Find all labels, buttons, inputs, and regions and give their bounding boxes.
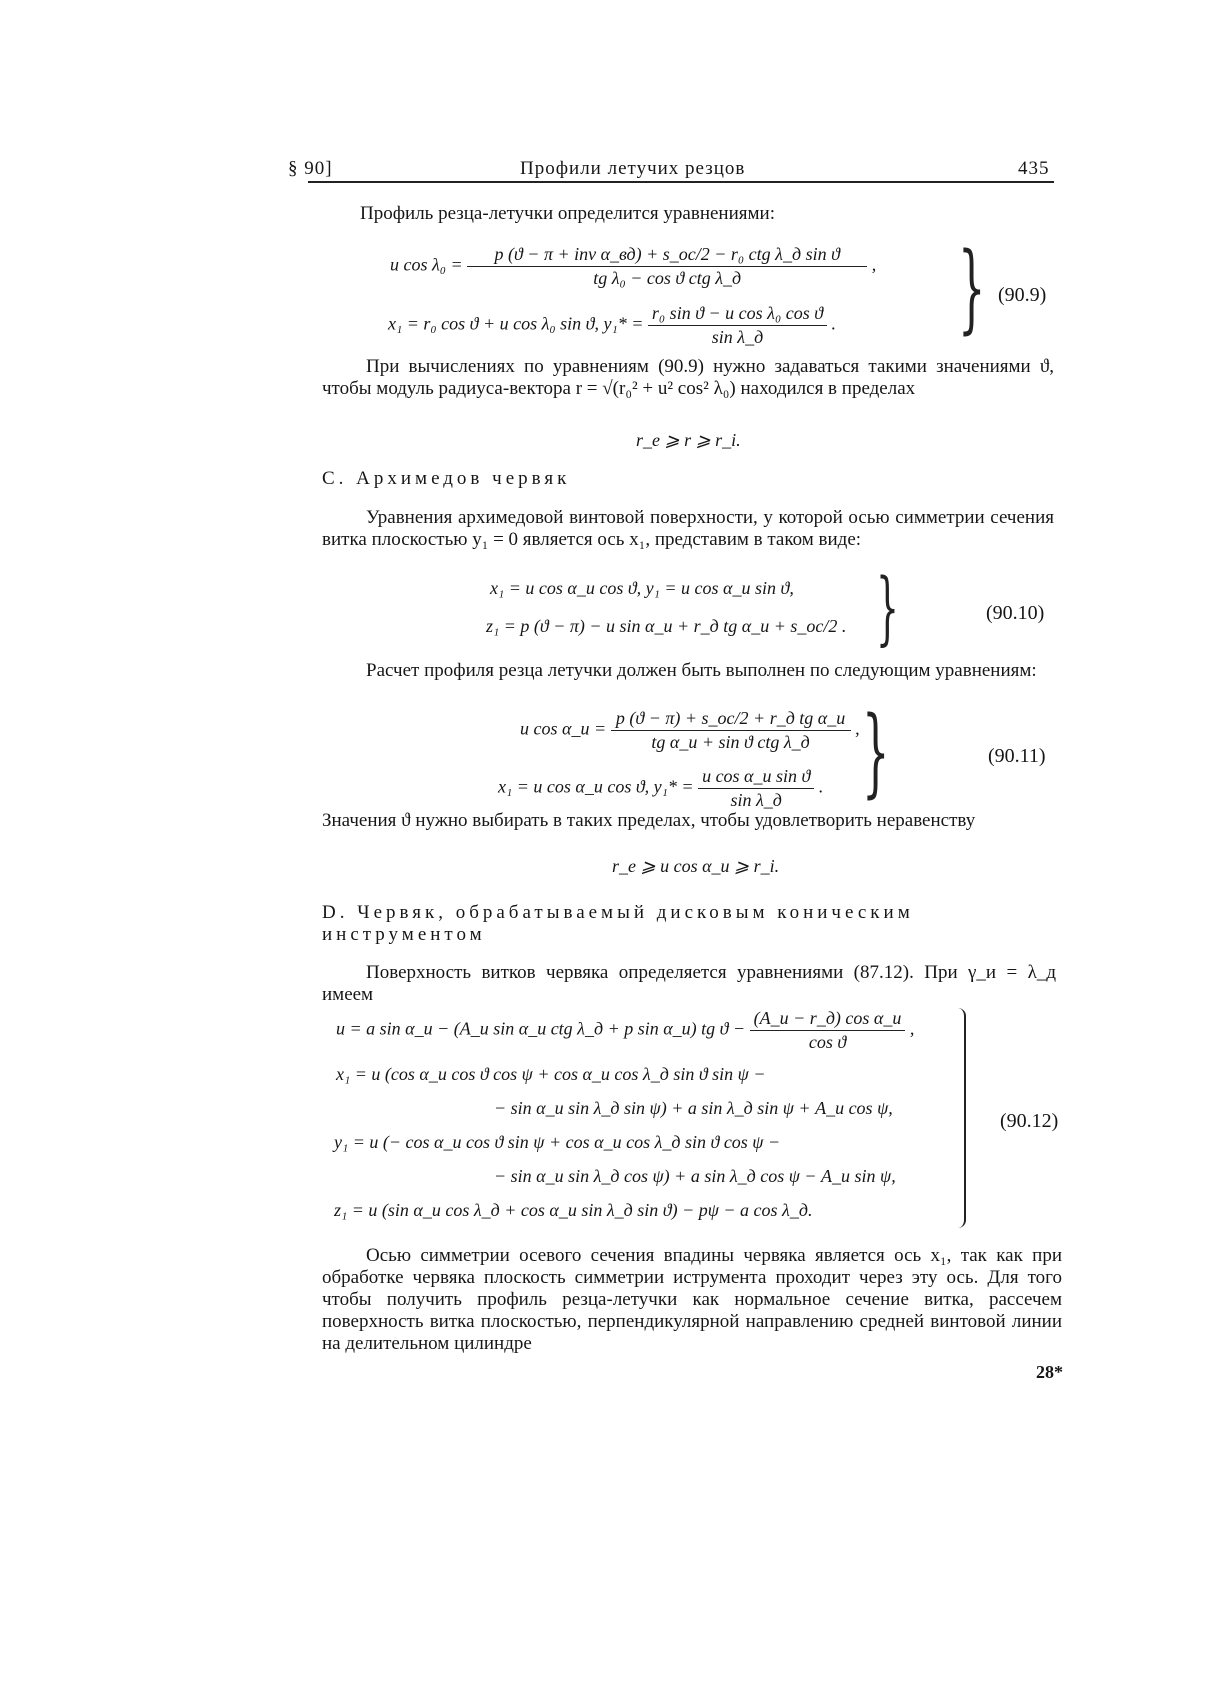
equation-90-12-line3: − sin α_и sin λ_д sin ψ) + a sin λ_д sin ψ + A_и cos ψ, <box>494 1098 893 1118</box>
intro-paragraph: Профиль резца-летучки определится уравнениями: <box>360 203 775 224</box>
equation-90-12-line5: − sin α_и sin λ_д cos ψ) + a sin λ_д cos ψ − A_и sin ψ, <box>494 1166 896 1186</box>
paragraph-limits: При вычислениях по уравнениям (90.9) нужно задаваться такими значениями ϑ, чтобы модуль радиуса-вектора r = √(r₀² + u² cos² λ₀) находился в пределах <box>322 356 1054 399</box>
section-d-heading-line1: D. Червяк, обрабатываемый дисковым коническим <box>322 902 914 923</box>
equation-90-9-line1: u cos λ₀ = $\frac{\text{p (ϑ − π + inv α\_вд) + s\_ос/2 − r₀ ctg λ\_д sin ϑ}}{\text{tg λ₀ − cos ϑ ctg λ\_д}}$ , <box>390 244 877 288</box>
inequality-u-cos: r_e ⩾ u cos α_и ⩾ r_i. <box>612 856 780 876</box>
equation-90-12-line1: u = a sin α_и − (A_и sin α_и ctg λ_д + p sin α_и) tg ϑ − $\frac{\text{(A\_и − r\_д) cos α\_и}}{\text{cos ϑ}}$ , <box>336 1008 915 1052</box>
page-number: 435 <box>1018 158 1050 179</box>
eq-90-12-line1-text: u = a sin α_и − (A_и sin α_и ctg λ_д + p sin α_и) tg ϑ − <box>336 1018 746 1039</box>
eq-90-11-y-denominator: sin λ_д <box>730 790 782 810</box>
footer-signature-mark: 28* <box>1036 1362 1063 1382</box>
eq-90-9-line2-text: x₁ = r₀ cos ϑ + u cos λ₀ sin ϑ, y₁* = <box>388 313 644 334</box>
equation-90-10-line2: z₁ = p (ϑ − π) − u sin α_и + r_д tg α_и + s_ос/2 . <box>486 616 847 636</box>
eq-90-9-numerator: p (ϑ − π + inv α_вд) + s_ос/2 − r₀ ctg λ_д sin ϑ <box>467 244 867 267</box>
eq-90-11-y-numerator: u cos α_и sin ϑ <box>698 766 814 789</box>
header-rule <box>308 181 1054 183</box>
paragraph-section-d: Поверхность витков червяка определяется уравнениями (87.12). При γ_и = λ_д имеем <box>322 962 1056 1005</box>
equation-number-90-10: (90.10) <box>986 602 1045 624</box>
equation-number-90-12: (90.12) <box>1000 1110 1059 1132</box>
eq-90-11-line2-text: x₁ = u cos α_и cos ϑ, y₁* = <box>498 776 694 797</box>
eq-90-9-lhs: u cos λ₀ = <box>390 254 463 275</box>
brace-90-10: } <box>876 561 899 654</box>
equation-number-90-11: (90.11) <box>988 745 1046 767</box>
eq-90-12-numerator: (A_и − r_д) cos α_и <box>750 1008 906 1031</box>
eq-90-12-denominator: cos ϑ <box>808 1032 847 1052</box>
equation-90-9-line2: x₁ = r₀ cos ϑ + u cos λ₀ sin ϑ, y₁* = $\frac{\text{r₀ sin ϑ − u cos λ₀ cos ϑ}}{\text{sin λ\_д}}$ . <box>388 303 837 347</box>
equation-90-12-line2: x₁ = u (cos α_и cos ϑ cos ψ + cos α_и cos λ_д sin ϑ sin ψ − <box>336 1064 766 1084</box>
paragraph-final: Осью симметрии осевого сечения впадины червяка является ось x₁, так как при обработке червяка плоскость симметрии иструмента проходит через эту ось. Для того чтобы получить профиль резца-летучки как нормальное сечение витка, рассечем поверхность витка плоскостью, перпендикулярной направлению средней винтовой линии на делительном цилиндре <box>322 1245 1062 1354</box>
eq-90-9-y-denominator: sin λ_д <box>711 327 764 347</box>
eq-90-9-denominator: tg λ₀ − cos ϑ ctg λ_д <box>593 268 742 288</box>
eq-90-9-fraction <box>467 244 867 289</box>
equation-90-11-line1: u cos α_и = $\frac{\text{p (ϑ − π) + s\_ос/2 + r\_д tg α\_и}}{\text{tg α\_и + sin ϑ ctg λ\_д}}$ , <box>520 708 860 752</box>
section-reference: § 90] <box>288 158 333 179</box>
section-c-heading: C. Архимедов червяк <box>322 468 571 489</box>
eq-90-9-y-fraction <box>648 303 827 348</box>
eq-90-11-denominator: tg α_и + sin ϑ ctg λ_д <box>651 732 810 752</box>
eq-90-11-lhs: u cos α_и = <box>520 718 607 739</box>
equation-number-90-9: (90.9) <box>998 284 1047 306</box>
brace-90-9: } <box>958 232 986 344</box>
eq-90-11-numerator: p (ϑ − π) + s_ос/2 + r_д tg α_и <box>611 708 851 731</box>
eq-90-11-fraction <box>611 708 851 753</box>
section-d-heading-line2: инструментом <box>322 924 486 945</box>
paragraph-cutter-profile: Расчет профиля резца летучки должен быть выполнен по следующим уравнениям: <box>366 660 1037 681</box>
eq-90-9-y-numerator: r₀ sin ϑ − u cos λ₀ cos ϑ <box>648 303 827 326</box>
equation-90-12-line6: z₁ = u (sin α_и cos λ_д + cos α_и sin λ_д sin ϑ) − pψ − a cos λ_д. <box>334 1200 813 1220</box>
inequality-r: r_e ⩾ r ⩾ r_i. <box>636 430 741 450</box>
eq-90-12-fraction <box>750 1008 906 1053</box>
equation-90-11-line2: x₁ = u cos α_и cos ϑ, y₁* = $\frac{\text{u cos α\_и sin ϑ}}{\text{sin λ\_д}}$ . <box>498 766 824 810</box>
running-title: Профили летучих резцов <box>520 158 746 179</box>
eq-90-11-y-fraction <box>698 766 814 811</box>
equation-90-12-line4: y₁ = u (− cos α_и cos ϑ sin ψ + cos α_и cos λ_д sin ϑ cos ψ − <box>334 1132 781 1152</box>
brace-90-11: } <box>862 696 890 808</box>
paragraph-theta-limits: Значения ϑ нужно выбирать в таких пределах, чтобы удовлетворить неравенству <box>322 810 976 831</box>
paragraph-section-c: Уравнения архимедовой винтовой поверхности, у которой осью симметрии сечения витка плоскостью y₁ = 0 является ось x₁, представим в таком виде: <box>322 507 1054 550</box>
equation-90-10-line1: x₁ = u cos α_и cos ϑ, y₁ = u cos α_и sin ϑ, <box>490 578 794 598</box>
brace-90-12 <box>950 1008 966 1228</box>
